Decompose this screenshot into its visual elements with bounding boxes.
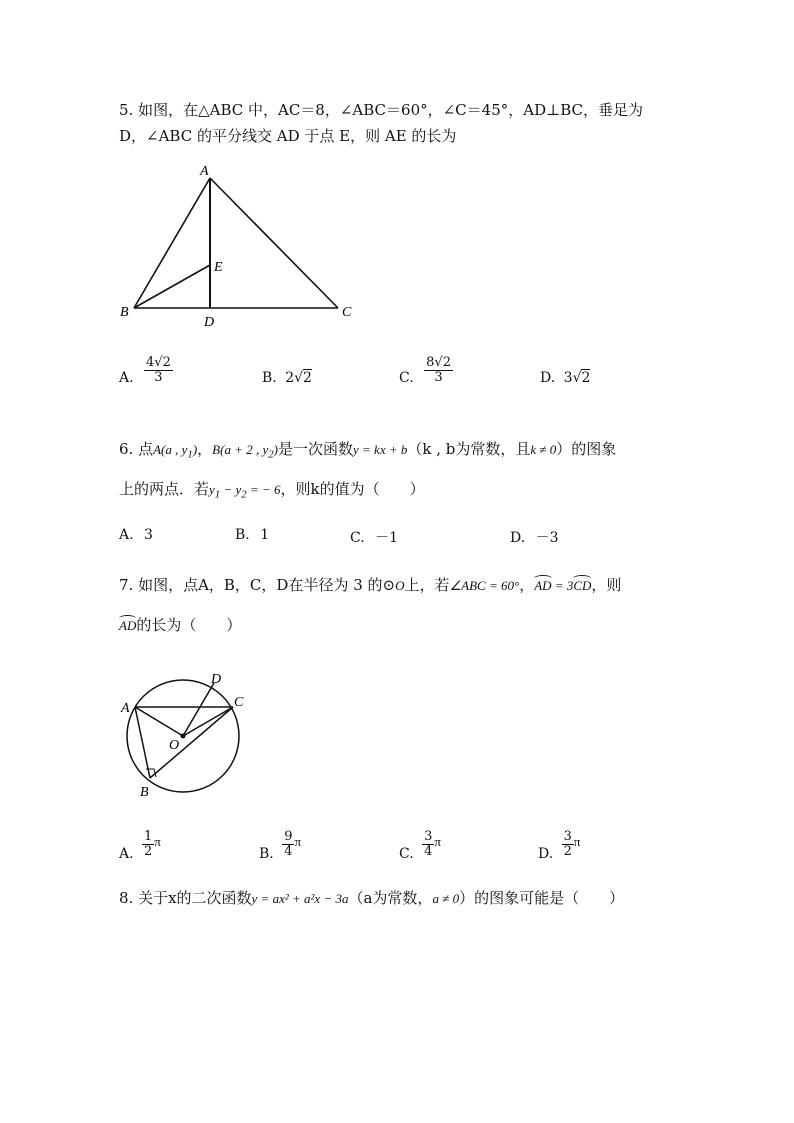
label-c: C — [342, 305, 352, 320]
chord-bc — [150, 707, 233, 778]
q7-option-b[interactable]: B. $\frac{9}{4}$ π — [259, 829, 302, 863]
q7-text-line2: AD的长为（ ） — [119, 616, 242, 634]
q7-option-c[interactable]: C. $\frac{3}{4}$ π — [399, 829, 441, 863]
label-e: E — [214, 260, 223, 275]
label-o: O — [169, 738, 180, 753]
linear-function: y = kx + b — [353, 442, 408, 457]
q5-text-line2: D，∠ABC 的平分线交 AD 于点 E，则 AE 的长为 — [119, 127, 457, 145]
point-a: A(a , $y_1$) — [153, 442, 198, 461]
q5-triangle-figure — [110, 158, 370, 333]
radius-oa — [135, 707, 183, 736]
label-a: A — [121, 701, 130, 716]
label-c: C — [234, 695, 244, 710]
difference-equation: $y_1 - y_2$ = − 6 — [209, 482, 281, 501]
q6-option-d[interactable]: D. －3 — [510, 530, 559, 546]
right-angle-mark — [146, 769, 156, 777]
arc-cd: CD — [573, 578, 592, 593]
q7-text-line1: 7. 如图，点A，B，C，D在半径为 3 的⊙O上，若∠ABC = 60°，AD = 3CD，则 — [119, 576, 622, 594]
q6-text-line1: 6. 点A(a , $y_1$)，B(a + 2 , $y_2$)是一次函数y = kx + b（k , b为常数，且k ≠ 0）的图象 — [119, 440, 617, 461]
bisector-be — [134, 265, 210, 308]
point-b: B(a + 2 , $y_2$) — [212, 442, 278, 461]
q5-option-b[interactable]: B. 2√2 — [262, 370, 312, 386]
q7-option-a[interactable]: A. $\frac{1}{2}$ π — [119, 829, 161, 863]
q6-option-c[interactable]: C. －1 — [350, 530, 399, 546]
circle-symbol: ⊙ — [382, 576, 396, 594]
q5-option-a[interactable]: A. $\frac{4√2}{3}$ — [119, 355, 171, 387]
label-d: D — [211, 672, 222, 687]
label-d: D — [204, 315, 215, 330]
radius-oc — [183, 707, 233, 736]
q7-circle-figure — [110, 668, 260, 803]
q6-text-line2: 上的两点．若$y_1 - y_2$ = − 6，则k的值为（ ） — [119, 480, 425, 501]
side-ab — [134, 178, 210, 308]
q6-option-a[interactable]: A. 3 — [119, 527, 153, 543]
label-b: B — [120, 305, 129, 320]
label-a: A — [200, 164, 209, 179]
arc-ad-2: AD — [119, 618, 137, 633]
q5-option-d[interactable]: D. 3√2 — [540, 370, 591, 386]
q5-text-line1: 5. 如图，在△ABC 中，AC＝8，∠ABC＝60°，∠C＝45°，AD⊥BC，垂足为 — [119, 101, 643, 119]
q6-option-b[interactable]: B. 1 — [235, 527, 270, 543]
arc-ad: AD — [534, 578, 552, 593]
q8-text-line1: 8. 关于x的二次函数y = ax² + a²x − 3a（a为常数，a ≠ 0）的图象可能是（ ） — [119, 889, 625, 907]
q7-option-d[interactable]: D. $\frac{3}{2}$ π — [538, 829, 581, 863]
center-point — [181, 734, 186, 739]
q5-option-c[interactable]: C. $\frac{8√2}{3}$ — [399, 355, 451, 387]
side-ac — [210, 178, 338, 308]
label-b: B — [140, 785, 149, 800]
quadratic-function: y = ax² + a²x − 3a — [251, 891, 349, 906]
angle-abc: ∠ABC = 60° — [449, 578, 520, 593]
